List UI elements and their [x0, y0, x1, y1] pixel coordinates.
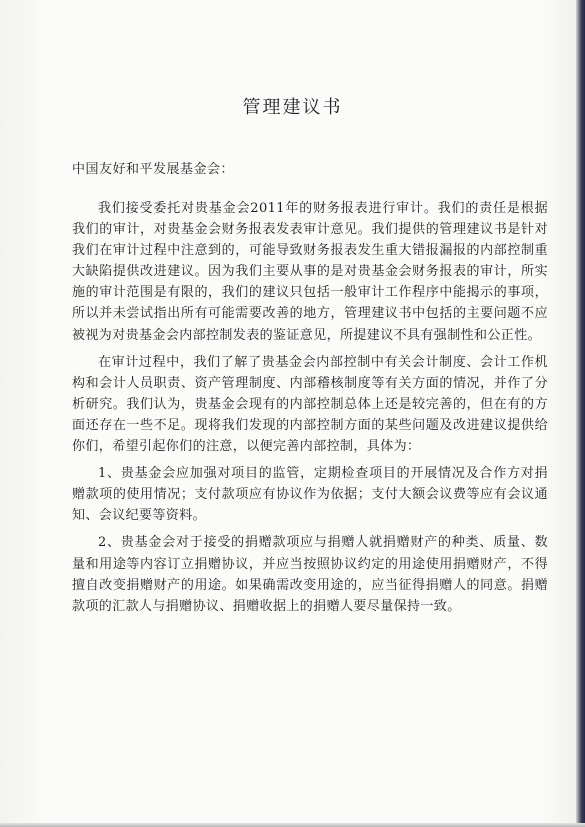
- paragraph-findings: 在审计过程中，我们了解了贵基金会内部控制中有关会计制度、会计工作机构和会计人员职责、资产管理制度、内部稽核制度等有关方面的情况，并作了分析研究。我们认为，贵基金会现有的内部控制总体上还是较完善的，但在有的方面还存在一些不足。现将我们发现的内部控制方面的某些问题及改进建议提供给你们，希望引起你们的注意，以便完善内部控制，具体为：: [72, 354, 548, 455]
- recommendation-1: 1、贵基金会应加强对项目的监管，定期检查项目的开展情况及合作方对捐赠款项的使用情况；支付款项应有协议作为依据；支付大额会议费等应有会议通知、会议纪要等资料。: [72, 466, 548, 524]
- page-edge-bottom: [0, 823, 585, 827]
- recommendation-2: 2、贵基金会对于接受的捐赠款项应与捐赠人就捐赠财产的种类、质量、数量和用途等内容订立捐赠协议，并应当按照协议约定的用途使用捐赠财产，不得擅自改变捐赠财产的用途。如果确需改变用途的，应当征得捐赠人的同意。捐赠款项的汇款人与捐赠协议、捐赠收据上的捐赠人要尽量保持一致。: [72, 535, 548, 614]
- document-title: 管理建议书: [242, 97, 343, 118]
- page-edge-right: [576, 0, 585, 827]
- paragraph-intro: 我们接受委托对贵基金会2011年的财务报表进行审计。我们的责任是根据我们的审计，对贵基金会财务报表发表审计意见。我们提供的管理建议书是针对我们在审计过程中注意到的，可能导致财务报表发生重大错报漏报的内部控制重大缺陷提供改进建议。因为我们主要从事的是对贵基金会财务报表的审计，所实施的审计范围是有限的，我们的建议只包括一般审计工作程序中能揭示的事项，所以并未尝试指出所有可能需要改善的地方，管理建议书中包括的主要问题不应被视为对贵基金会内部控制发表的鉴证意见，所提建议不具有强制性和公正性。: [72, 201, 548, 343]
- addressee: 中国友好和平发展基金会：: [72, 162, 235, 177]
- document-body: [72, 198, 548, 623]
